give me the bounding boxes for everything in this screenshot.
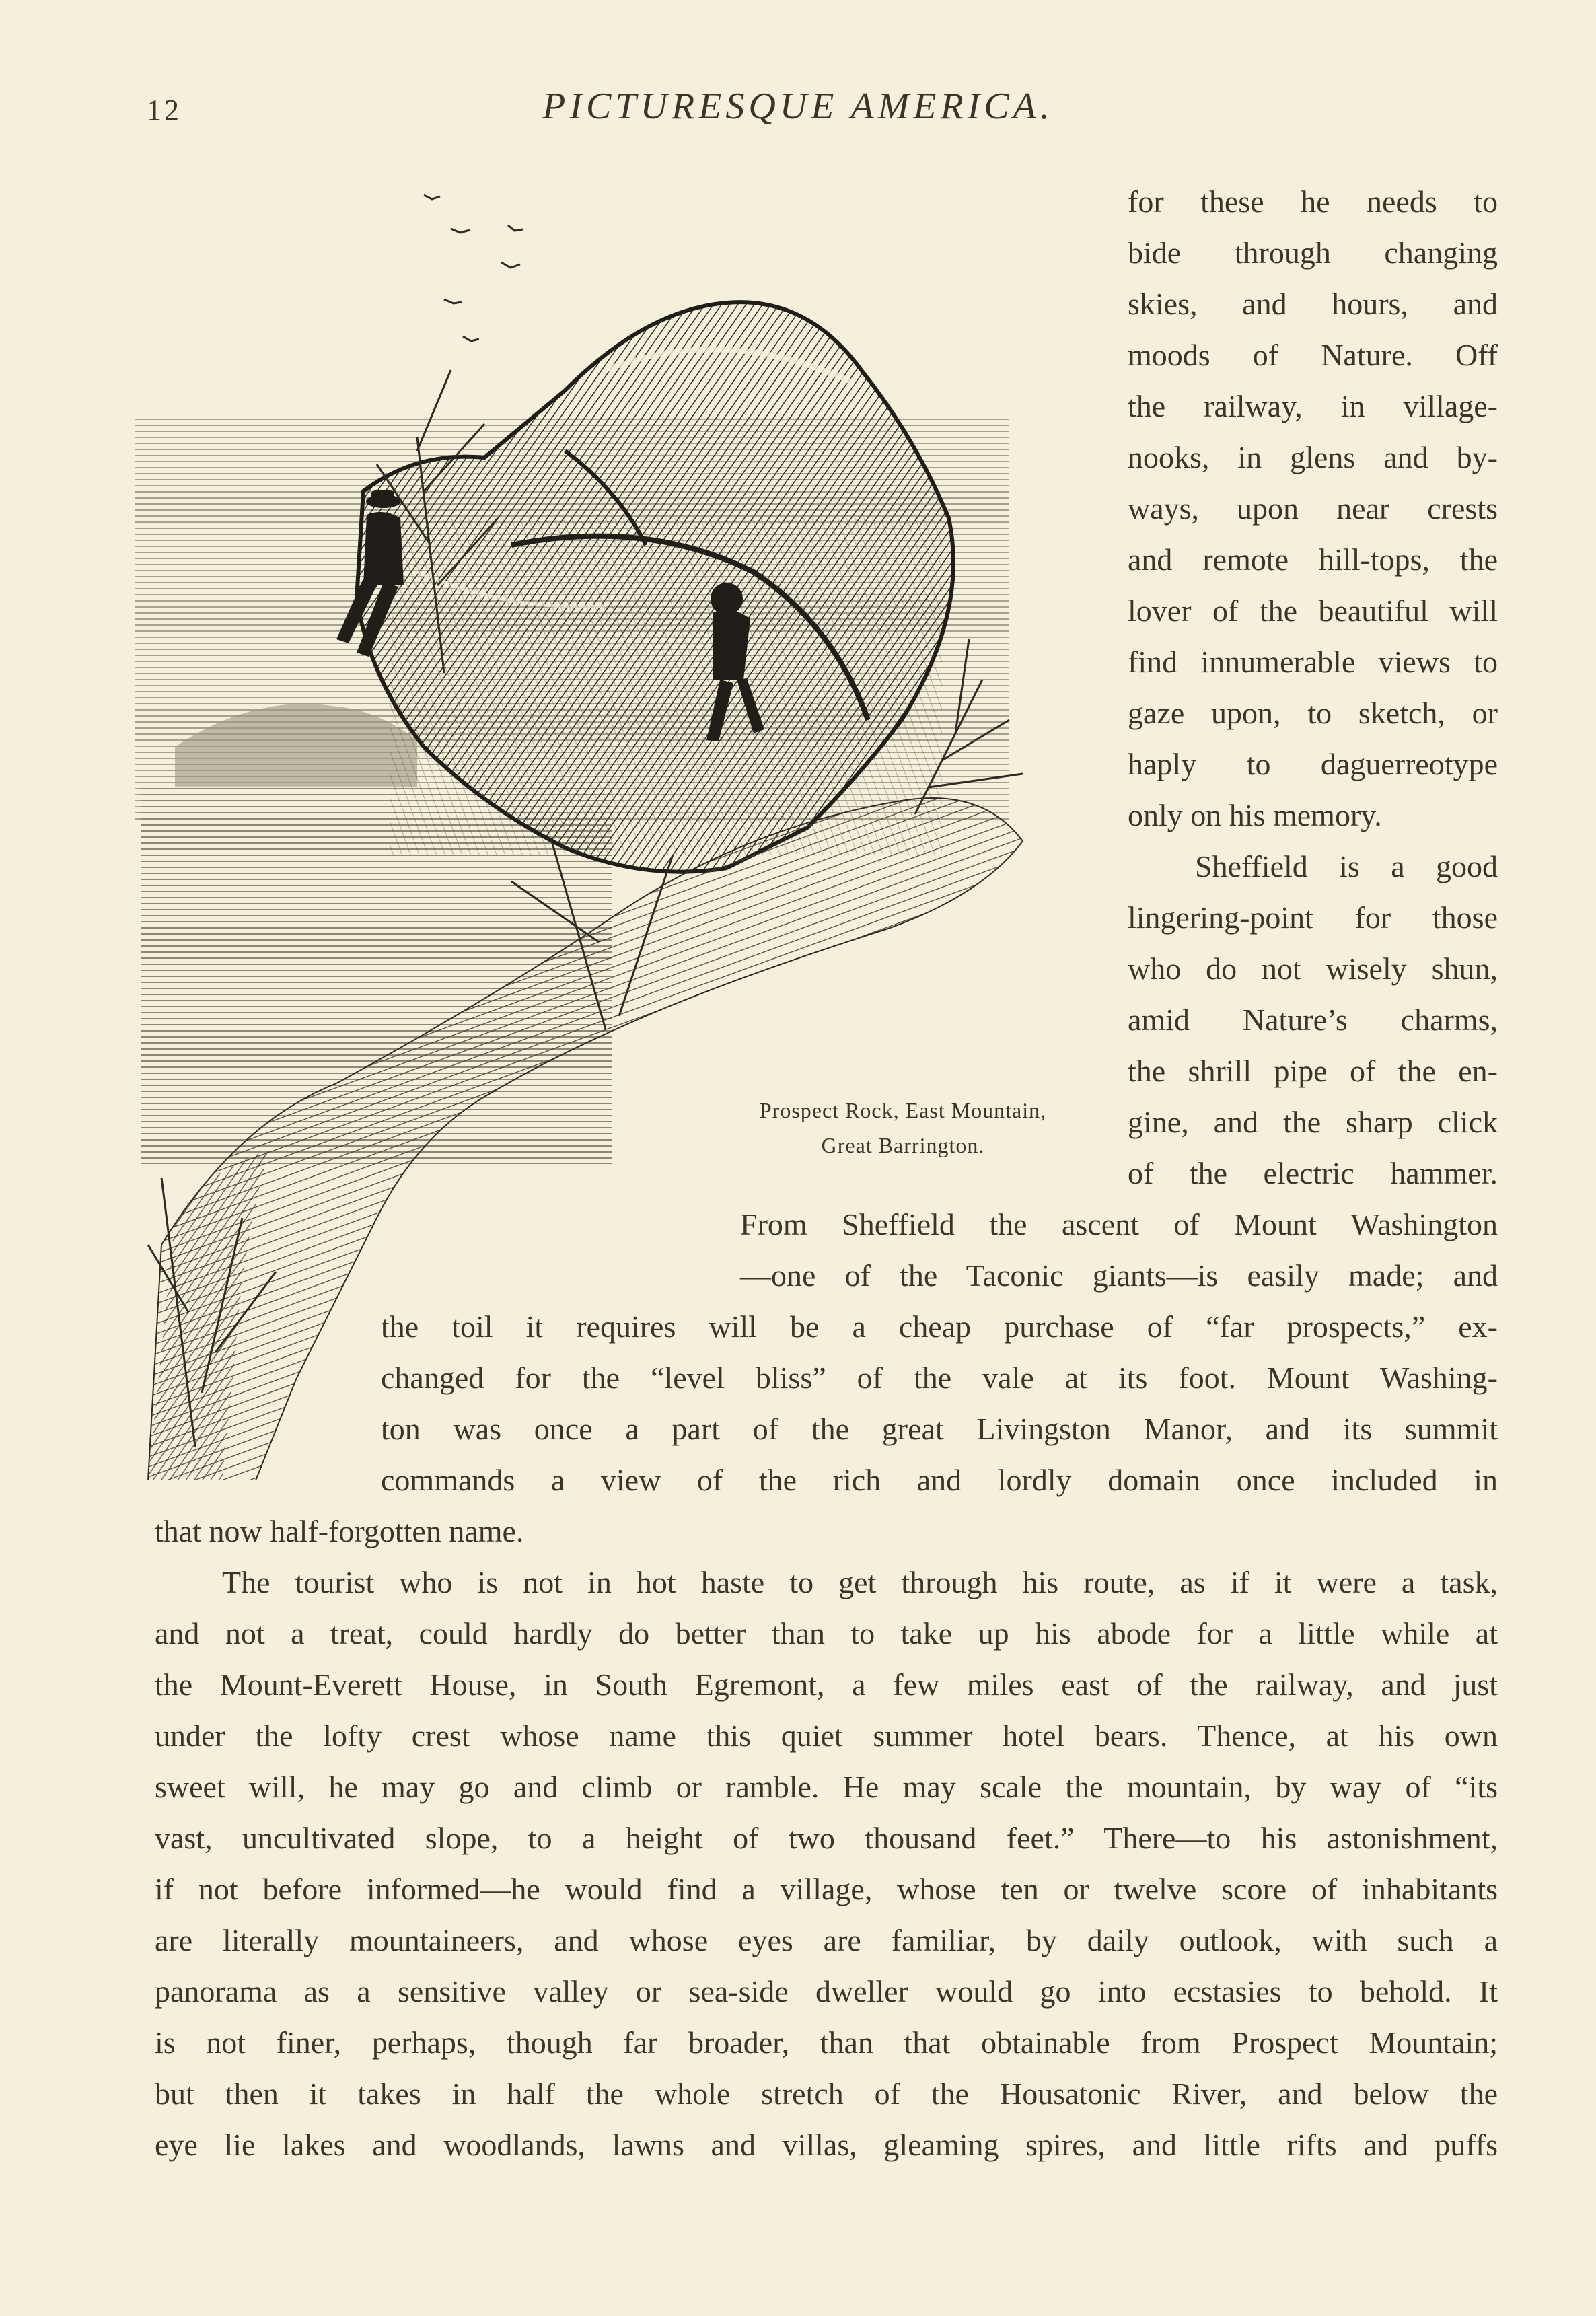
birds — [424, 195, 523, 341]
text-line: amid Nature’s charms, — [1128, 1003, 1498, 1037]
caption-line-1: Prospect Rock, East Mountain, — [759, 1098, 1047, 1122]
text-line: gine, and the sharp click — [1128, 1105, 1498, 1139]
text-line: The tourist who is not in hot haste to get through his route, as if it were a task, — [222, 1565, 1498, 1599]
text-line: eye lie lakes and woodlands, lawns and villas, gleaming spires, and little rifts and puffs — [155, 2128, 1498, 2162]
text-line: of the electric hammer. — [1128, 1156, 1498, 1190]
text-line: nooks, in glens and by- — [1128, 440, 1498, 474]
text-line: that now half-forgotten name. — [155, 1514, 524, 1548]
text-line: ways, upon near crests — [1128, 491, 1498, 526]
page-number: 12 — [147, 94, 182, 126]
text-line: lingering-point for those — [1128, 900, 1498, 935]
running-title: PICTURESQUE AMERICA. — [542, 85, 1054, 127]
text-line: find innumerable views to — [1128, 645, 1498, 679]
text-line: and remote hill-tops, the — [1128, 542, 1498, 577]
text-line: skies, and hours, and — [1128, 287, 1498, 321]
text-line: bide through changing — [1128, 236, 1498, 270]
text-line: and not a treat, could hardly do better than to take up his abode for a little while at — [155, 1616, 1498, 1651]
text-line: gaze upon, to sketch, or — [1128, 696, 1498, 730]
text-line: is not finer, perhaps, though far broader, than that obtainable from Prospect Mountain; — [155, 2025, 1498, 2060]
text-line: panorama as a sensitive valley or sea-side dweller would go into ecstasies to behold. It — [155, 1974, 1498, 2009]
text-line: if not before informed—he would find a village, whose ten or twelve score of inhabitants — [155, 1872, 1498, 1906]
text-line: the shrill pipe of the en- — [1128, 1054, 1498, 1088]
text-line: the railway, in village- — [1128, 389, 1498, 423]
figure-caption — [728, 1093, 1078, 1163]
text-line: changed for the “level bliss” of the vale at its foot. Mount Washing- — [381, 1361, 1498, 1395]
text-line: moods of Nature. Off — [1128, 338, 1498, 372]
text-line: From Sheffield the ascent of Mount Washington — [740, 1207, 1498, 1241]
text-line: lover of the beautiful will — [1128, 593, 1498, 628]
text-line: commands a view of the rich and lordly domain once included in — [381, 1463, 1498, 1497]
text-line: only on his memory. — [1128, 798, 1382, 832]
caption-line-2: Great Barrington. — [821, 1133, 985, 1157]
text-line: under the lofty crest whose name this quiet summer hotel bears. Thence, at his own — [155, 1718, 1498, 1753]
text-line: are literally mountaineers, and whose eyes are familiar, by daily outlook, with such a — [155, 1923, 1498, 1957]
text-line: ton was once a part of the great Livingston Manor, and its summit — [381, 1412, 1498, 1446]
text-line: the toil it requires will be a cheap purchase of “far prospects,” ex- — [381, 1309, 1498, 1344]
text-line: —one of the Taconic giants—is easily made; and — [740, 1258, 1498, 1293]
text-line: haply to daguerreotype — [1128, 747, 1498, 781]
text-line: Sheffield is a good — [1195, 849, 1498, 883]
text-line: who do not wisely shun, — [1128, 951, 1498, 986]
text-line: but then it takes in half the whole stretch of the Housatonic River, and below the — [155, 2076, 1498, 2111]
text-line: sweet will, he may go and climb or ramble. He may scale the mountain, by way of “its — [155, 1770, 1498, 1804]
text-line: vast, uncultivated slope, to a height of two thousand feet.” There—to his astonishment, — [155, 1821, 1498, 1855]
text-line: for these he needs to — [1128, 184, 1498, 219]
text-line: the Mount-Everett House, in South Egremont, a few miles east of the railway, and just — [155, 1667, 1498, 1702]
